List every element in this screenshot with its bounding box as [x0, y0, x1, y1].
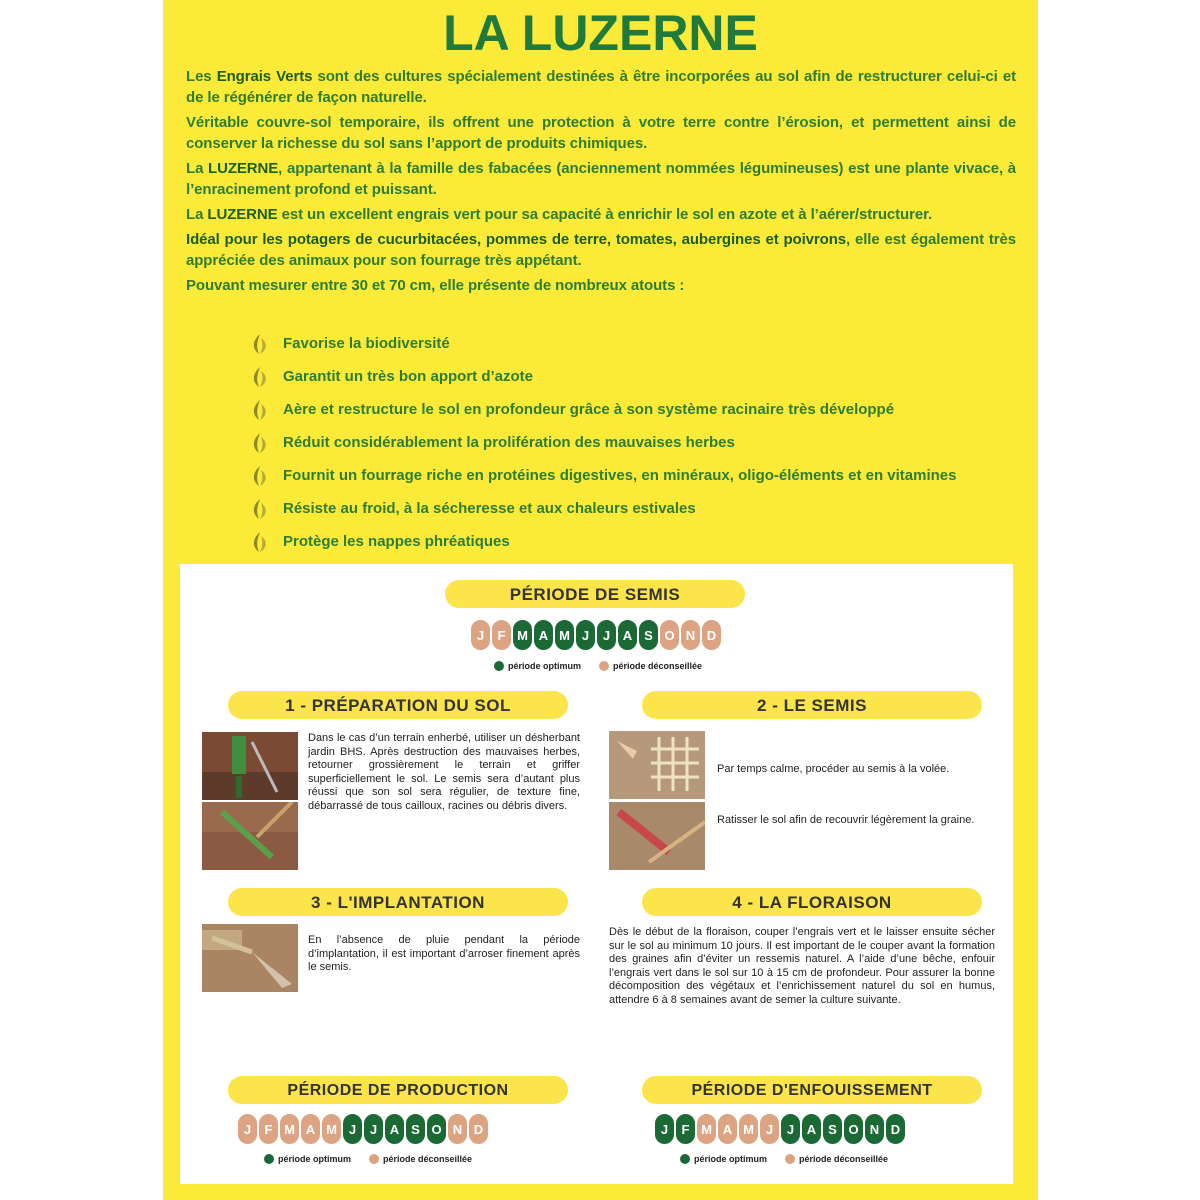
step1-title: 1 - PRÉPARATION DU SOL: [228, 691, 568, 719]
benefits-list: [250, 327, 1010, 558]
intro-p5-post: , elle est également très appréciée des animaux pour son fourrage très appétant.: [186, 231, 1016, 269]
benefit-label: Protège les nappes phréatiques: [283, 533, 510, 550]
discouraged-dot-icon: [369, 1154, 379, 1164]
list-item: [250, 360, 1010, 393]
semis-month-calendar: [470, 619, 722, 651]
month-chip: O: [659, 619, 680, 651]
intro-p5-bold: Idéal pour les potagers de cucurbitacées, pommes de terre, tomates, aubergines et poivrons: [186, 231, 847, 248]
month-chip: M: [279, 1113, 300, 1145]
semis-period-title: PÉRIODE DE SEMIS: [445, 580, 745, 608]
benefit-label: Résiste au froid, à la sécheresse et aux chaleurs estivales: [283, 500, 696, 517]
month-chip: O: [426, 1113, 447, 1145]
soil-weeding-photo: [202, 732, 298, 800]
raking-seeds-photo: [609, 802, 705, 870]
step4-title: 4 - LA FLORAISON: [642, 888, 982, 916]
benefit-label: Aère et restructure le sol en profondeur grâce à son système racinaire très développé: [283, 401, 895, 418]
leaf-icon: [250, 333, 270, 355]
intro-p1-post: sont des cultures spécialement destinées à être incorporées au sol afin de restructurer celui-ci et de le régénérer de façon naturelle.: [186, 68, 1017, 106]
intro-paragraph-4: [186, 204, 1016, 225]
sowing-hand-photo: [609, 731, 705, 799]
burial-period-title: PÉRIODE D'ENFOUISSEMENT: [642, 1076, 982, 1104]
production-month-calendar: [237, 1113, 489, 1145]
list-item: [250, 459, 1010, 492]
burial-month-calendar: [654, 1113, 906, 1145]
month-chip: J: [470, 619, 491, 651]
intro-p3-pre: La: [186, 160, 209, 177]
soil-raking-photo: [202, 802, 298, 870]
intro-p4-post: est un excellent engrais vert pour sa capacité à enrichir le sol en azote et à l’aérer/structurer.: [277, 206, 933, 223]
intro-paragraph-3: [186, 158, 1016, 200]
intro-p4-pre: La: [186, 206, 208, 223]
month-chip: M: [696, 1113, 717, 1145]
month-chip: J: [342, 1113, 363, 1145]
month-chip: S: [822, 1113, 843, 1145]
month-chip: J: [759, 1113, 780, 1145]
month-chip: A: [617, 619, 638, 651]
intro-p1-bold: Engrais Verts: [216, 68, 313, 85]
month-chip: A: [533, 619, 554, 651]
month-chip: M: [554, 619, 575, 651]
month-chip: J: [654, 1113, 675, 1145]
month-chip: J: [237, 1113, 258, 1145]
month-chip: S: [638, 619, 659, 651]
leaf-icon: [250, 531, 270, 553]
list-item: [250, 393, 1010, 426]
month-chip: A: [300, 1113, 321, 1145]
month-chip: N: [864, 1113, 885, 1145]
legend-optimum: période optimum: [694, 1154, 768, 1164]
list-item: [250, 327, 1010, 360]
legend-discouraged: période déconseillée: [383, 1154, 473, 1164]
optimum-dot-icon: [264, 1154, 274, 1164]
month-chip: J: [596, 619, 617, 651]
step2-text-2: Ratisser le sol afin de recouvrir légèrement la graine.: [717, 814, 975, 826]
discouraged-dot-icon: [785, 1154, 795, 1164]
month-chip: M: [512, 619, 533, 651]
month-chip: F: [675, 1113, 696, 1145]
intro-paragraph-6: Pouvant mesurer entre 30 et 70 cm, elle présente de nombreux atouts :: [186, 277, 685, 294]
benefit-label: Garantit un très bon apport d’azote: [283, 368, 534, 385]
month-chip: O: [843, 1113, 864, 1145]
leaf-icon: [250, 399, 270, 421]
step1-text: Dans le cas d’un terrain enherbé, utiliser un désherbant jardin BHS. Après destruction des mauvaises herbes, retourner grossièrement le terrain et griffer superficiellement le sol. Le semis sera d’autant plus réussi que son sol sera régulier, de texture fine, débarrassé de tous cailloux, racines ou débris divers.: [308, 732, 580, 812]
step4-text: Dès le début de la floraison, couper l’engrais vert et le laisser ensuite sécher sur le sol au minimum 10 jours. Il est important de le couper avant la formation des graines afin d’éviter un ressemis naturel. A l’aide d’une bêche, enfouir l’engrais vert dans le sol sur 10 à 15 cm de profondeur. Pour assurer la bonne décomposition des végétaux et l’enrichissement naturel du sol en humus, attendre 6 à 8 semaines avant de semer la culture suivante.: [609, 926, 995, 1006]
leaf-icon: [250, 498, 270, 520]
month-chip: D: [885, 1113, 906, 1145]
month-chip: A: [384, 1113, 405, 1145]
step3-text: En l’absence de pluie pendant la période d’implantation, il est important d’arroser finement après le semis.: [308, 934, 580, 973]
month-chip: S: [405, 1113, 426, 1145]
intro-p4-bold: LUZERNE: [207, 206, 278, 223]
list-item: [250, 426, 1010, 459]
month-chip: M: [321, 1113, 342, 1145]
month-chip: D: [701, 619, 722, 651]
instructions-panel: [180, 564, 1013, 1184]
legend-discouraged: période déconseillée: [613, 661, 703, 671]
intro-paragraph-2: Véritable couvre-sol temporaire, ils offrent une protection à votre terre contre l’érosion, et permettent ainsi de conserver la richesse du sol sans l’apport de produits chimiques.: [186, 114, 1016, 152]
legend-discouraged: période déconseillée: [799, 1154, 889, 1164]
discouraged-dot-icon: [599, 661, 609, 671]
watering-photo: [202, 924, 298, 992]
intro-paragraph-5: [186, 229, 1016, 271]
month-chip: N: [680, 619, 701, 651]
month-chip: J: [780, 1113, 801, 1145]
intro-text: [186, 66, 1016, 300]
page-title: LA LUZERNE: [443, 5, 758, 61]
month-chip: J: [575, 619, 596, 651]
month-chip: J: [363, 1113, 384, 1145]
benefit-label: Fournit un fourrage riche en protéines digestives, en minéraux, oligo-éléments et en vitamines: [283, 467, 957, 484]
production-period-title: PÉRIODE DE PRODUCTION: [228, 1076, 568, 1104]
production-legend: [264, 1154, 472, 1164]
legend-optimum: période optimum: [278, 1154, 352, 1164]
benefit-label: Réduit considérablement la prolifération des mauvaises herbes: [283, 434, 735, 451]
leaf-icon: [250, 465, 270, 487]
step3-title: 3 - L'IMPLANTATION: [228, 888, 568, 916]
optimum-dot-icon: [494, 661, 504, 671]
month-chip: F: [258, 1113, 279, 1145]
optimum-dot-icon: [680, 1154, 690, 1164]
intro-paragraph-1: [186, 66, 1016, 108]
month-chip: M: [738, 1113, 759, 1145]
sheet: [163, 0, 1038, 1200]
month-chip: D: [468, 1113, 489, 1145]
step2-title: 2 - LE SEMIS: [642, 691, 982, 719]
burial-legend: [680, 1154, 888, 1164]
month-chip: A: [717, 1113, 738, 1145]
benefit-label: Favorise la biodiversité: [283, 335, 450, 352]
list-item: [250, 492, 1010, 525]
month-chip: N: [447, 1113, 468, 1145]
step2-text-1: Par temps calme, procéder au semis à la volée.: [717, 763, 950, 775]
leaf-icon: [250, 366, 270, 388]
intro-p1-pre: Les: [186, 68, 217, 85]
month-chip: F: [491, 619, 512, 651]
month-chip: A: [801, 1113, 822, 1145]
intro-p3-bold: LUZERNE: [208, 160, 279, 177]
legend-optimum: période optimum: [508, 661, 582, 671]
leaf-icon: [250, 432, 270, 454]
list-item: [250, 525, 1010, 558]
semis-legend: [494, 661, 702, 671]
intro-p3-post: , appartenant à la famille des fabacées (anciennement nommées légumineuses) est une plante vivace, à l’enracinement profond et puissant.: [186, 160, 1016, 198]
